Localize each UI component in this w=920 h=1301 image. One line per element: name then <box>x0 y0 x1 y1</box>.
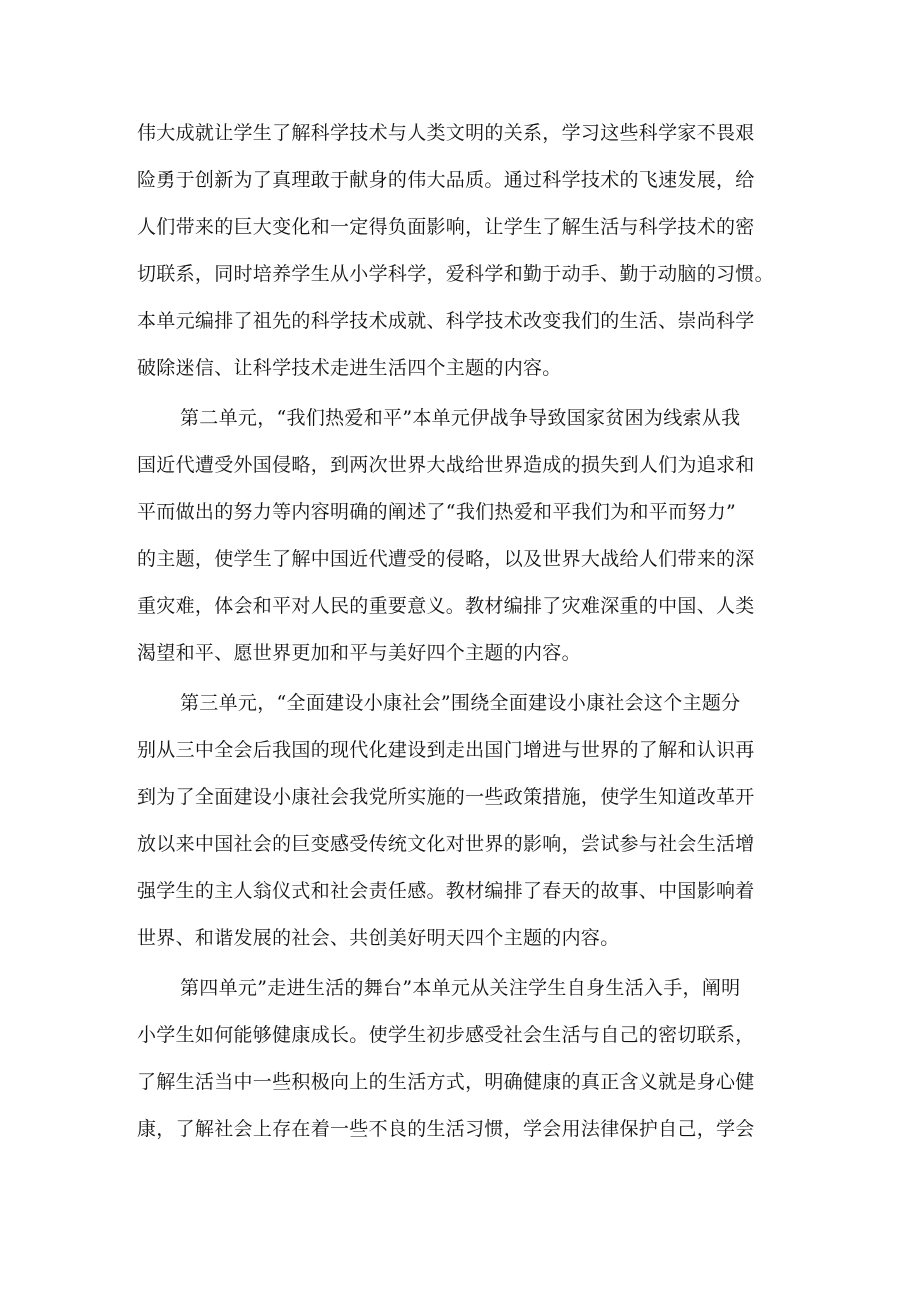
paragraph-3 <box>137 680 797 962</box>
text-line: 世界、和谐发展的社会、共创美好明天四个主题的内容。 <box>137 927 620 949</box>
text-line: 康，了解社会上存在着一些不良的生活习惯，学会用法律保护自己，学会 <box>137 1118 755 1140</box>
text-line: 放以来中国社会的巨变感受传统文化对世界的影响，尝试参与社会生活增 <box>137 833 755 855</box>
paragraph-1 <box>137 110 797 392</box>
text-line: 重灾难，体会和平对人民的重要意义。教材编排了灾难深重的中国、人类 <box>137 595 755 617</box>
text-line: 国近代遭受外国侵略，到两次世界大战给世界造成的损失到人们为追求和 <box>137 454 755 476</box>
text-line: 第三单元，“全面建设小康社会”围绕全面建设小康社会这个主题分 <box>180 692 741 714</box>
text-line: 的主题，使学生了解中国近代遭受的侵略，以及世界大战给人们带来的深 <box>137 548 755 570</box>
paragraph-2 <box>137 395 797 677</box>
document-body <box>137 110 797 1153</box>
text-line: 小学生如何能够健康成长。使学生初步感受社会生活与自己的密切联系， <box>137 1024 755 1046</box>
paragraph-4 <box>137 965 797 1153</box>
text-line: 本单元编排了祖先的科学技术成就、科学技术改变我们的生活、崇尚科学 <box>137 310 755 332</box>
text-line: 险勇于创新为了真理敢于献身的伟大品质。通过科学技术的飞速发展，给 <box>137 169 755 191</box>
text-line: 到为了全面建设小康社会我党所实施的一些政策措施，使学生知道改革开 <box>137 786 755 808</box>
text-line: 别从三中全会后我国的现代化建设到走出国门增进与世界的了解和认识再 <box>137 739 755 761</box>
text-line: 了解生活当中一些积极向上的生活方式，明确健康的真正含义就是身心健 <box>137 1071 755 1093</box>
text-line: 切联系，同时培养学生从小学科学，爱科学和勤于动手、勤于动脑的习惯。 <box>137 263 774 285</box>
text-line: 伟大成就让学生了解科学技术与人类文明的关系，学习这些科学家不畏艰 <box>137 122 755 144</box>
text-line: 破除迷信、让科学技术走进生活四个主题的内容。 <box>137 357 562 379</box>
text-line: 第四单元”走进生活的舞台”本单元从关注学生自身生活入手，阐明 <box>180 977 741 999</box>
text-line: 人们带来的巨大变化和一定得负面影响，让学生了解生活与科学技术的密 <box>137 216 755 238</box>
text-line: 平而做出的努力等内容明确的阐述了“我们热爱和平我们为和平而努力” <box>137 501 737 523</box>
text-line: 渴望和平、愿世界更加和平与美好四个主题的内容。 <box>137 642 581 664</box>
text-line: 第二单元，“我们热爱和平”本单元伊战争导致国家贫困为线索从我 <box>180 407 741 429</box>
text-line: 强学生的主人翁仪式和社会责任感。教材编排了春天的故事、中国影响着 <box>137 880 755 902</box>
